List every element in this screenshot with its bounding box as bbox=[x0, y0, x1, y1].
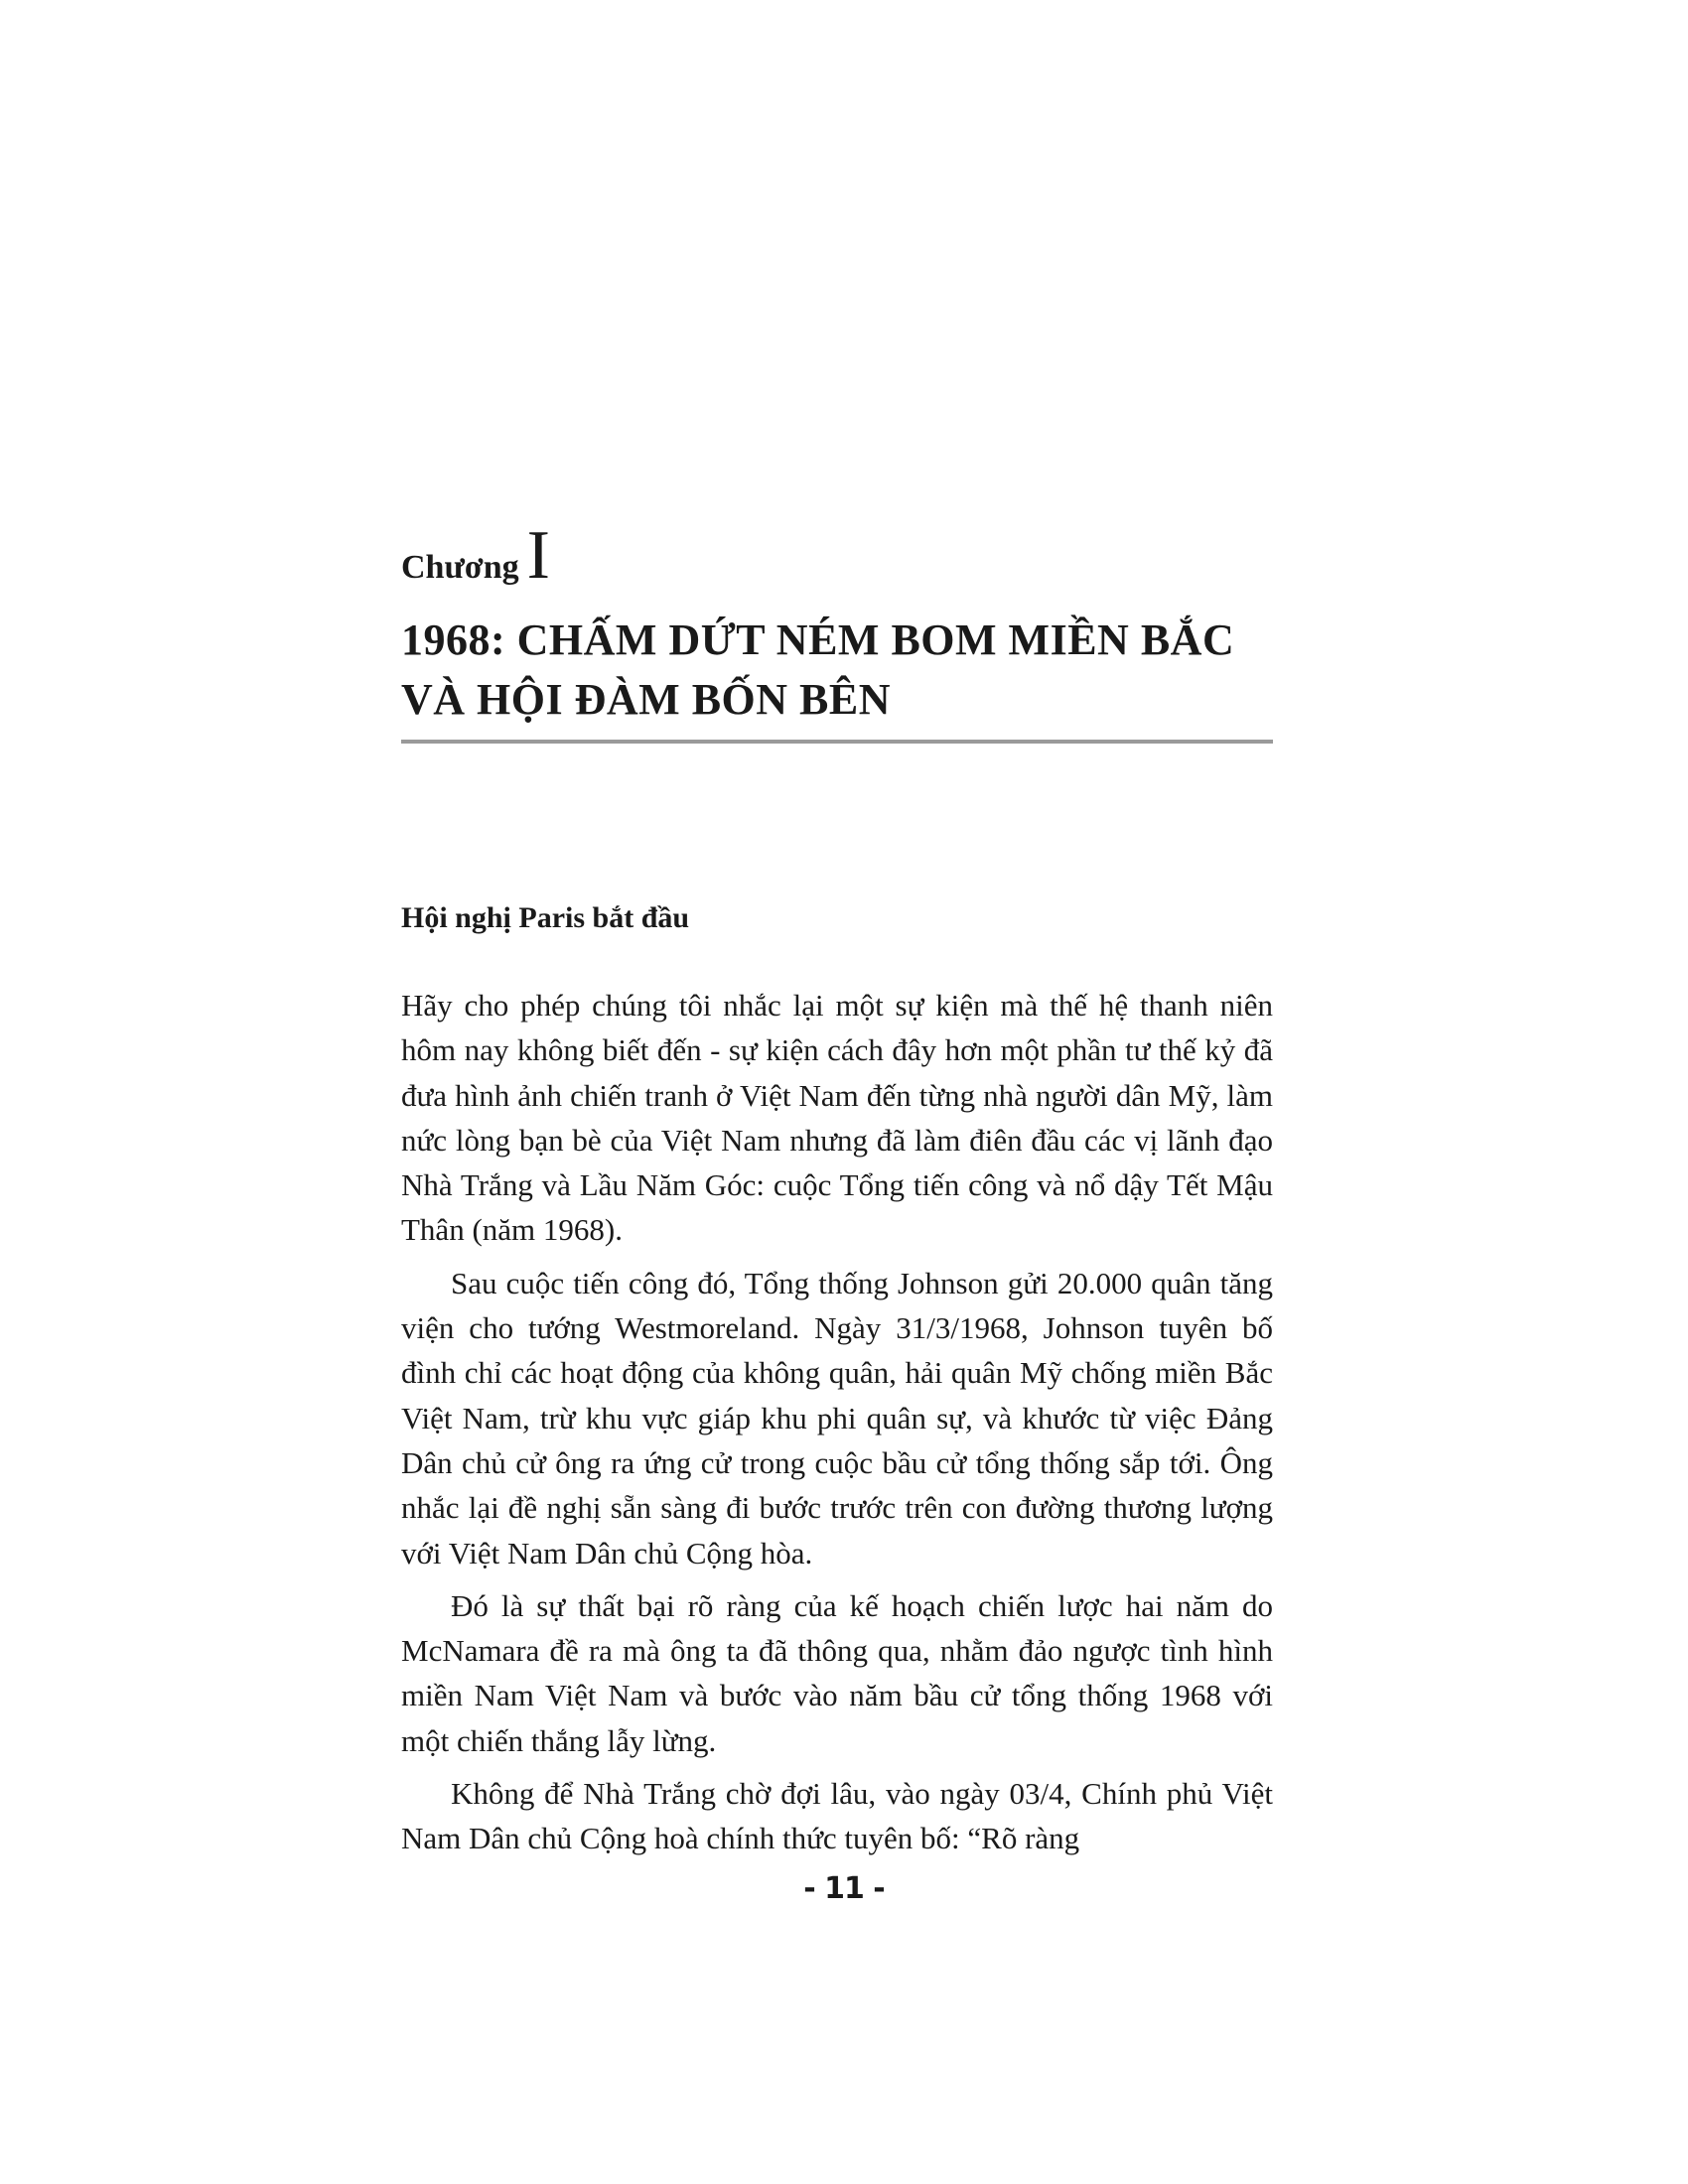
body-text bbox=[401, 983, 1273, 1869]
chapter-numeral: I bbox=[526, 517, 550, 594]
chapter-word: Chương bbox=[401, 549, 519, 586]
chapter-title-line: 1968: CHẤM DỨT NÉM BOM MIỀN BẮC bbox=[401, 615, 1235, 664]
title-divider bbox=[401, 740, 1273, 744]
paragraph: Đó là sự thất bại rõ ràng của kế hoạch chiến lược hai năm do McNamara đề ra mà ông ta đã thông qua, nhằm đảo ngược tình hình miền Nam Việt Nam và bước vào năm bầu cử tổng thống 1968 với một chiến thắng lẫy lừng. bbox=[401, 1587, 1273, 1758]
chapter-title-line: VÀ HỘI ĐÀM BỐN BÊN bbox=[401, 675, 892, 724]
paragraph: Sau cuộc tiến công đó, Tổng thống Johnson gửi 20.000 quân tăng viện cho tướng Westmoreland. Ngày 31/3/1968, Johnson tuyên bố đình chỉ các hoạt động của không quân, hải quân Mỹ chống miền Bắc Việt Nam, trừ khu vực giáp khu phi quân sự, và khước từ việc Đảng Dân chủ cử ông ra ứng cử trong cuộc bầu cử tổng thống sắp tới. Ông nhắc lại đề nghị sẵn sàng đi bước trước trên con đường thương lượng với Việt Nam Dân chủ Cộng hòa. bbox=[401, 1265, 1273, 1570]
page-number: - 11 - bbox=[803, 1871, 885, 1906]
paragraph: Hãy cho phép chúng tôi nhắc lại một sự kiện mà thế hệ thanh niên hôm nay không biết đến - sự kiện cách đây hơn một phần tư thế kỷ đã đưa hình ảnh chiến tranh ở Việt Nam đến từng nhà người dân Mỹ, làm nức lòng bạn bè của Việt Nam nhưng đã làm điên đầu các vị lãnh đạo Nhà Trắng và Lầu Năm Góc: cuộc Tổng tiến công và nổ dậy Tết Mậu Thân (năm 1968). bbox=[401, 988, 1273, 1248]
section-heading: Hội nghị Paris bắt đầu bbox=[401, 901, 690, 934]
chapter-title bbox=[401, 611, 1275, 730]
chapter-label bbox=[401, 516, 550, 596]
paragraph: Không để Nhà Trắng chờ đợi lâu, vào ngày 03/4, Chính phủ Việt Nam Dân chủ Cộng hoà chính thức tuyên bố: “Rõ ràng bbox=[401, 1776, 1273, 1856]
